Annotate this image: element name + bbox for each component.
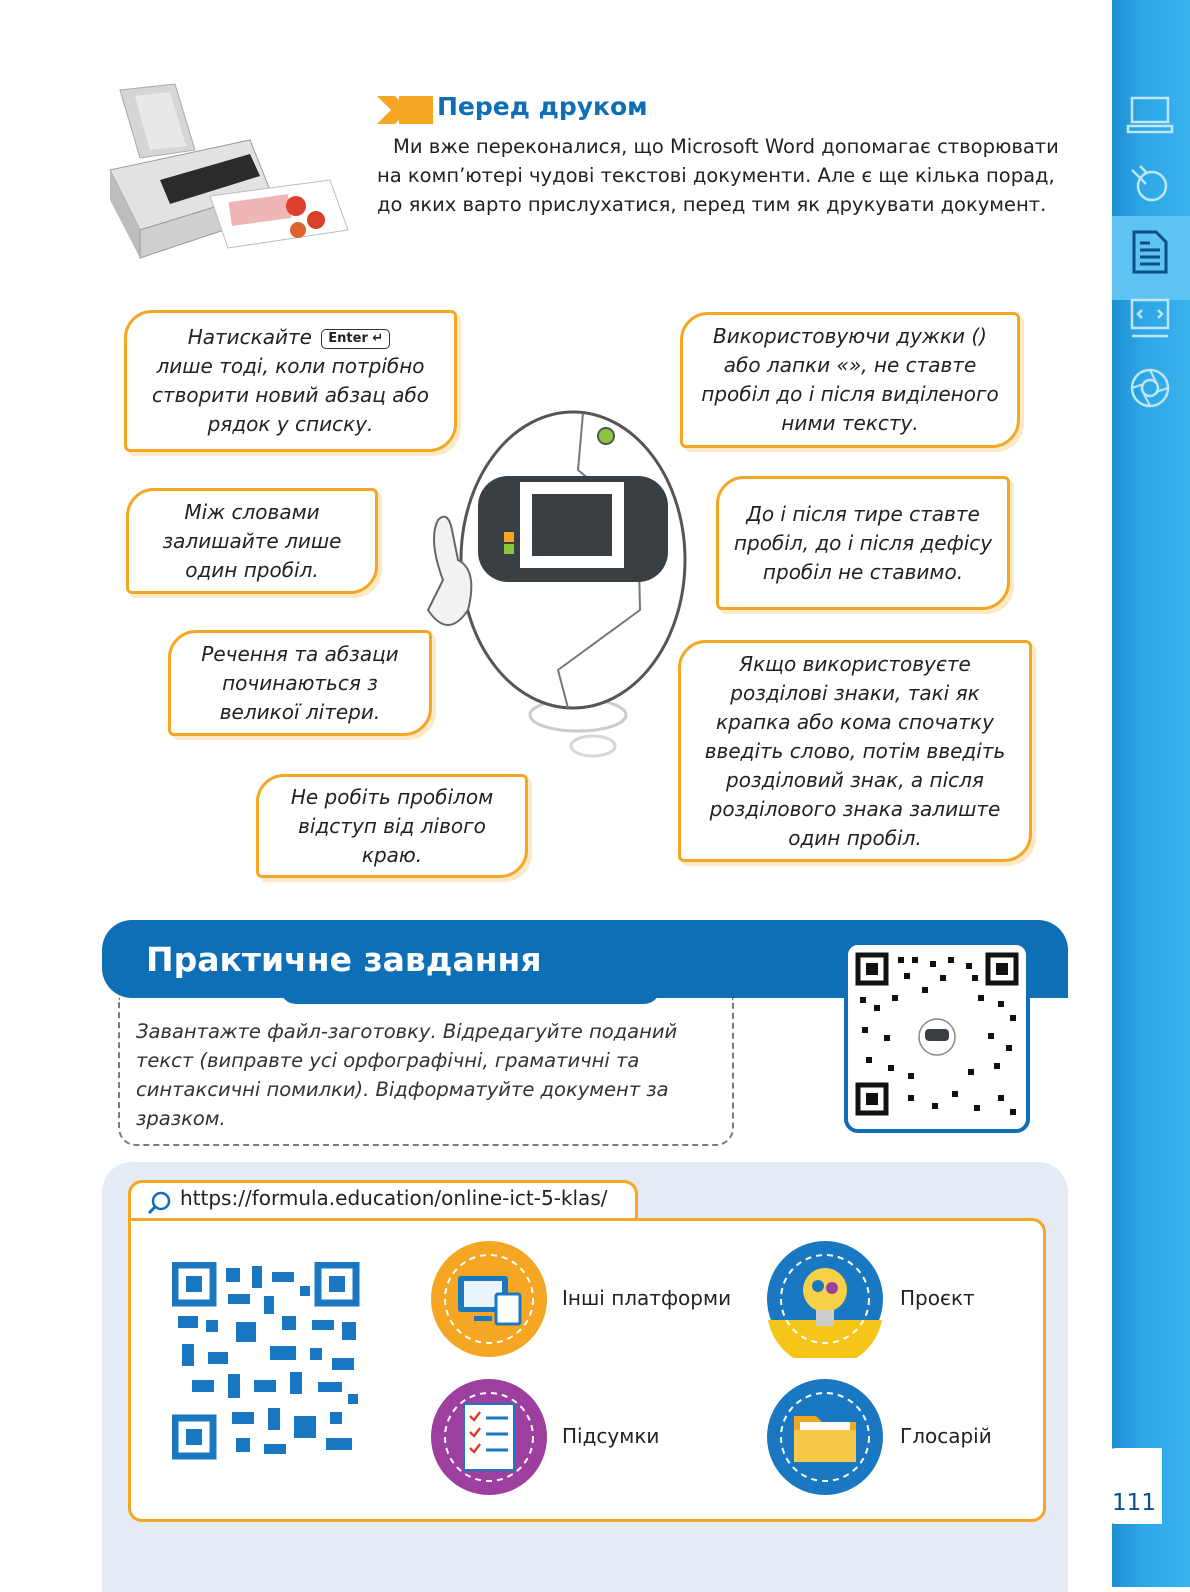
tip-capital-letter-text: Речення та абзаци починаються з великої літери. [201,641,399,724]
other-platforms-label[interactable]: Інші платформи [562,1286,732,1310]
printer-illustration [100,80,360,260]
computer-icon[interactable] [1126,92,1174,140]
tip-enter-text-after: лише тоді, коли потрібно створити новий абзац або рядок у списку. [151,354,430,436]
summary-icon[interactable] [430,1378,548,1496]
task-text: Завантажте файл-заготовку. Відредагуйте поданий текст (виправте усі орфографічні, граматичні та синтаксичні помилки). Відформатуйте документ за зразком. [136,1020,678,1130]
qr-code-icon [848,945,1026,1129]
tip-enter-key [124,310,457,452]
tip-no-space-indent-text: Не робіть пробілом відступ від лівого краю. [290,784,494,867]
search-icon [146,1190,172,1216]
document-icon[interactable] [1126,228,1174,276]
tip-single-space [126,488,378,594]
task-title: Практичне завдання [146,940,542,979]
tip-dash-hyphen [716,476,1010,610]
tip-punctuation [678,640,1032,862]
tip-single-space-text: Між словами залишайте лише один пробіл. [162,499,342,582]
tip-brackets-quotes-text: Використовуючи дужки () або лапки «», не ставте пробіл до і після виділеного ними тексту. [701,324,999,435]
glossary-folder-icon[interactable] [766,1378,884,1496]
presentation-icon[interactable] [1126,296,1174,344]
camera-aperture-icon[interactable] [1126,364,1174,412]
project-label[interactable]: Проєкт [900,1286,975,1310]
tip-no-space-indent [256,774,528,878]
chapter-sidebar [1112,0,1190,1587]
tip-capital-letter [168,630,432,736]
task-qr-code[interactable] [844,941,1030,1133]
project-icon[interactable] [766,1240,884,1358]
resource-qr-code[interactable] [172,1262,362,1462]
summary-label[interactable]: Підсумки [562,1424,660,1448]
tools-icon[interactable] [1126,160,1174,208]
tip-punctuation-text: Якщо використовуєте розділові знаки, такі як крапка або кома спочатку введіть слово, потім введіть розділовий знак, а після розділового знака залиште один пробіл. [704,651,1006,850]
enter-key-icon: Enter ↵ [321,329,390,349]
intro-paragraph: Ми вже переконалися, що Microsoft Word допомагає створювати на комп’ютері чудові текстові документи. Але є ще кілька порад, до яких варто прислухатися, перед тим як друкувати документ. [377,135,1059,216]
tip-enter-text-before: Натискайте [187,325,312,349]
robot-illustration [408,410,688,770]
resource-url-link[interactable]: https://formula.education/online-ict-5-klas/ [180,1186,608,1210]
other-platforms-icon[interactable] [430,1240,548,1358]
section-title: Перед друком [437,92,648,121]
tip-brackets-quotes [680,312,1020,448]
glossary-label[interactable]: Глосарій [900,1424,992,1448]
page-number: 111 [1112,1490,1156,1516]
tip-dash-hyphen-text: До і після тире ставте пробіл, до і після дефісу пробіл не ставимо. [733,501,993,584]
section-arrow-icon [377,96,433,124]
